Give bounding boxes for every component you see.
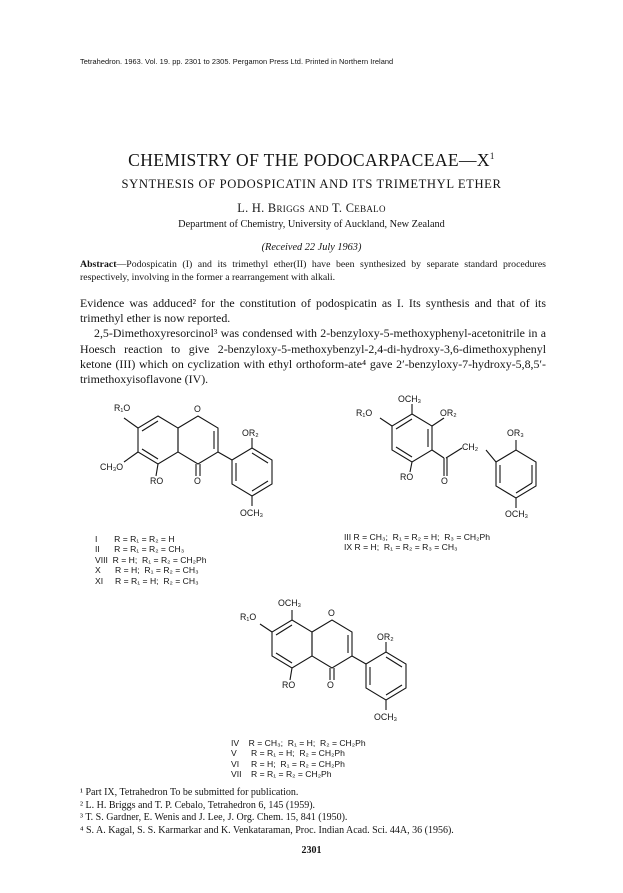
s3-atom-r1o: R₁O [240,612,257,622]
author-line: L. H. Briggs and T. Cebalo [237,201,386,215]
s3-legend-line: VII R = R₁ = R₂ = CH₂Ph [231,769,332,780]
title-footnote-ref: 1 [489,151,495,162]
s1-atom-och3-left: CH₃O [100,462,124,472]
affiliation: Department of Chemistry, University of Auckland, New Zealand [178,219,445,230]
s2-atom-carbonyl-o: O [441,476,448,486]
s3-atom-och3-bottom: OCH₃ [374,712,398,722]
footnotes [80,787,550,837]
s2-atom-och3-top: OCH₃ [398,394,422,404]
article-subtitle: SYNTHESIS OF PODOSPICATIN AND ITS TRIMETHYL ETHER [121,177,502,191]
s2-legend-line: III R = CH₃; R₁ = R₂ = H; R₃ = CH₂Ph [344,532,490,542]
s1-atom-ring-o: O [194,404,201,414]
footnote-3: ³ T. S. Gardner, E. Wenis and J. Lee, J. Org. Chem. 15, 841 (1950). [80,812,348,824]
footnote-1: ¹ Part IX, Tetrahedron To be submitted for publication. [80,787,299,798]
s3-ring-a [272,620,312,668]
s1-legend-line: VIII R = H; R₁ = R₂ = CH₂Ph [95,554,207,565]
s3-legend-line: V R = R₁ = H; R₂ = CH₂Ph [231,748,345,759]
s1-legend-line: II R = R₁ = R₂ = CH₃ [95,544,185,555]
s3-atom-or2: OR₂ [377,632,394,642]
body-paragraph-1: Evidence was adduced² for the constitution of podospicatin as I. Its synthesis and that of its trimethyl ether is now reported. [80,296,546,326]
s3-atom-ro: RO [282,680,296,690]
abstract-label: Abstract [80,259,117,270]
s3-ring-c [312,620,352,668]
s3-atom-carbonyl-o: O [327,680,334,690]
article-title-text: CHEMISTRY OF THE PODOCARPACEAE—X [128,150,490,170]
s2-atom-r1o: R₁O [356,408,373,418]
s3-legend-line: VI R = H; R₁ = R₂ = CH₂Ph [231,758,345,769]
s2-atom-ro: RO [400,472,414,482]
s1-atom-och3-bottom: OCH₃ [240,508,264,518]
s3-ring-b [366,652,406,700]
s2-atom-or2: OR₂ [440,408,457,418]
s2-legend-line: IX R = H; R₁ = R₂ = R₃ = CH₃ [344,542,458,553]
footnote-2: ² L. H. Briggs and T. P. Cebalo, Tetrahedron 6, 145 (1959). [80,799,316,811]
s2-atom-ch2: CH₂ [462,442,479,452]
s1-atom-carbonyl-o: O [194,476,201,486]
s2-atom-or3: OR₃ [507,428,524,438]
s1-legend-line: XI R = R₁ = H; R₂ = CH₃ [95,575,199,586]
s3-legend-line: IV R = CH₃; R₁ = H; R₂ = CH₂Ph [231,738,366,748]
s1-legend-line: I R = R₁ = R₂ = H [95,534,175,544]
journal-header: Tetrahedron. 1963. Vol. 19. pp. 2301 to 2305. Pergamon Press Ltd. Printed in Northern Ireland [80,57,394,66]
page-number: 2301 [301,845,322,856]
s3-legend [231,738,366,780]
s1-atom-r1o: R₁O [114,403,131,413]
footnote-4: ⁴ S. A. Kagal, S. S. Karmarkar and K. Venkataraman, Proc. Indian Acad. Sci. 44A, 36 (1956). [80,824,454,836]
s2-atom-och3-bottom: OCH₃ [505,509,529,519]
s1-atom-ro: RO [150,476,164,486]
body-paragraph-2: 2,5-Dimethoxyresorcinol³ was condensed with 2-benzyloxy-5-methoxyphenyl-acetonitrile in a Hoesch reaction to give 2-benzyloxy-5-methoxybenzyl-2,4-di-hydroxy-3,6-dimethoxyphenyl ketone (III) which on cyclization with ethyl orthoform-ate⁴ gave 2′-benzyloxy-7-hydroxy-5,8,5′-trimethoxyisoflavone (IV). [80,326,546,387]
s1-legend-line: X R = H; R₁ = R₂ = CH₃ [95,565,199,576]
s3-atom-och3-top: OCH₃ [278,598,302,608]
received-date: (Received 22 July 1963) [261,242,362,253]
abstract-text: —Podospicatin (I) and its trimethyl ether(II) have been synthesized by separate standard procedures respectively, involving in the former a rearrangement with alkali. [80,259,546,283]
s3-atom-ring-o: O [328,608,335,618]
s1-atom-or2: OR₂ [242,428,259,438]
